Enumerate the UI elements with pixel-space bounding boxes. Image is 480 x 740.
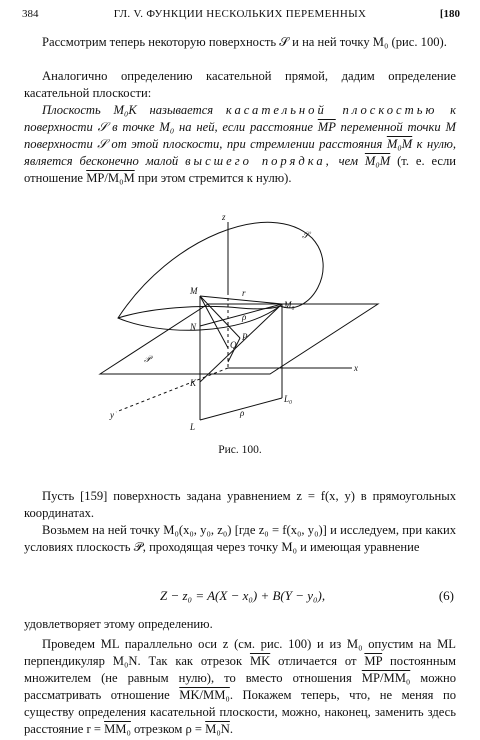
equation-number: (6) <box>438 588 454 603</box>
paragraph-construction <box>24 636 456 738</box>
segment: MP/MM₀ <box>361 671 411 685</box>
text-part: постоянным множителем (не равным нулю), то вместо отношения <box>24 654 457 685</box>
label-M0: M₀ <box>284 300 295 310</box>
label-x: x <box>354 363 358 373</box>
segment: MM₀ <box>104 722 131 736</box>
def-segment: M₀M <box>364 154 391 168</box>
def-segment: M₀M <box>386 137 413 151</box>
page-number: 384 <box>22 8 39 20</box>
paragraph-point-plane: Возьмем на ней точку M₀(x₀, y₀, z₀) [где z₀ = f(x₀, y₀)] и исследуем, при каких условиях плоскость 𝒫, проходящая через точку M₀ и имеющая уравнение <box>24 523 456 554</box>
paragraph-analogy: Аналогично определению касательной прямой, дадим определение касательной плоскости: <box>24 69 456 100</box>
y-axis <box>116 368 228 412</box>
equation-6 <box>0 588 480 606</box>
label-plane: 𝒫 <box>144 354 151 364</box>
section-number: [180 <box>439 8 460 20</box>
label-L: L <box>190 422 196 432</box>
segment-rho <box>200 304 282 326</box>
text-part: можно рассматривать отношение <box>24 671 456 702</box>
label-rho: ρ <box>242 312 247 322</box>
label-y: y <box>110 410 114 420</box>
segment: M₀N <box>205 722 230 736</box>
label-z: z <box>222 212 226 222</box>
def-part: к поверхности 𝒮 в точке M₀ на ней, если расстояние <box>24 103 456 134</box>
segment-K-M0 <box>200 304 282 382</box>
chapter-title: ГЛ. V. ФУНКЦИИ НЕСКОЛЬКИХ ПЕРЕМЕННЫХ <box>113 8 367 20</box>
figure-caption: Рис. 100. <box>218 444 262 456</box>
paragraph-intro: Рассмотрим теперь некоторую поверхность 𝒮 и на ней точку M₀ (рис. 100). <box>42 35 447 49</box>
segment-r <box>200 296 282 304</box>
surface-outline <box>118 222 323 330</box>
segment: MK/MM₀ <box>179 688 230 702</box>
segment: $\overline{MP}$ <box>364 654 383 668</box>
text-part: . <box>229 722 234 736</box>
paragraph-satisfies: удовлетворяет этому определению. <box>24 617 213 631</box>
def-term: высшего порядка, <box>185 154 332 168</box>
definition-tangent-plane <box>24 102 456 187</box>
paragraph-surface-equation: Пусть [159] поверхность задана уравнением z = f(x, y) в прямоугольных координатах. <box>24 489 456 520</box>
def-segment: MP/M₀M <box>86 171 135 185</box>
label-P-point: P <box>242 332 248 342</box>
def-part: (т. е. если отношение <box>24 154 456 185</box>
def-part: при этом стремится к нулю). <box>134 171 292 185</box>
surface-rim <box>118 306 280 318</box>
label-Q: Q <box>230 340 237 350</box>
equation-body: Z − z₀ = A(X − x₀) + B(Y − y₀), <box>160 588 326 603</box>
def-part: переменной точки M поверхности 𝒮 от этой плоскости, при стремлении расстояния <box>24 120 456 151</box>
label-rho-bottom: ρ <box>240 408 245 418</box>
segment: $\overline{MK}$ <box>249 654 271 668</box>
label-K: K <box>190 378 197 388</box>
def-part: Плоскость M₀K называется <box>42 103 226 117</box>
text-part: Проведем ML параллельно оси z (см. рис. 100) и из M₀ опустим на ML перпендикуляр M₀N. Так как отрезок <box>24 637 456 668</box>
label-N: N <box>190 322 197 332</box>
label-M: M <box>190 286 198 296</box>
label-L0: L₀ <box>284 394 293 404</box>
page-header <box>0 8 480 26</box>
label-surface: 𝒮 <box>302 230 309 240</box>
text-part: отличается от <box>270 654 365 668</box>
def-part: к нулю, является бесконечно малой <box>24 137 456 168</box>
def-part: чем <box>331 154 365 168</box>
text-part: отрезком ρ = <box>130 722 206 736</box>
text-part: . Покажем теперь, что, не меняя по существу определения касательной плоскости, можно, наконец, заменить здесь расстояние r = <box>24 688 456 736</box>
def-segment: $\overline{MP}$ <box>317 120 336 134</box>
label-r: r <box>242 288 246 298</box>
figure-100 <box>90 208 390 440</box>
def-term: касательной плоскостью <box>225 103 438 117</box>
